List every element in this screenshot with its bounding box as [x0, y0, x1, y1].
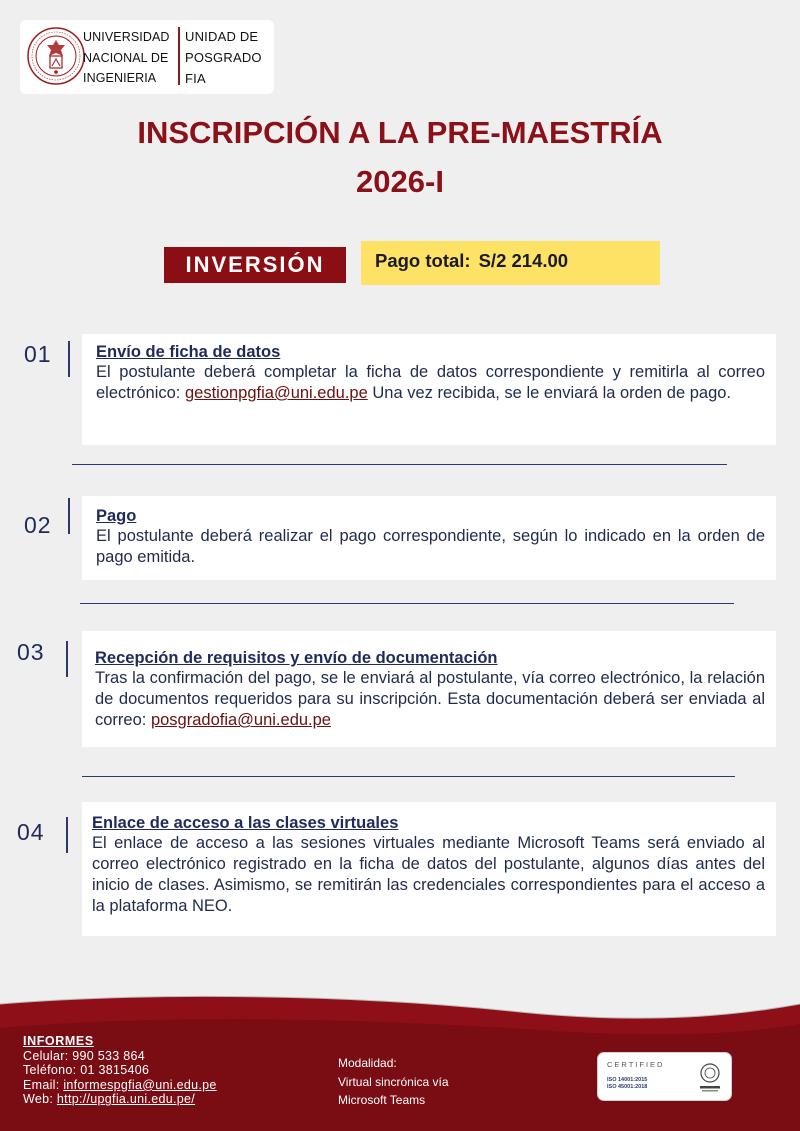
unit-name: UNIDAD DE POSGRADO FIA [185, 29, 262, 86]
logo-box [20, 20, 274, 94]
university-name: UNIVERSIDAD NACIONAL DE INGENIERIA [83, 30, 170, 85]
section-divider [72, 464, 727, 465]
step-divider-bar [68, 341, 70, 377]
step-body-03: Tras la confirmación del pago, se le enviará al postulante, vía correo electrónico, la relación de documentos requeridos para su inscripción. Esta documentación deberá ser enviada al correo: posgradofia@uni.edu.pe [95, 669, 765, 729]
cert-label: CERTIFIED [607, 1060, 665, 1069]
university-seal-icon [23, 23, 89, 89]
logo-divider [178, 27, 180, 85]
step-card-02 [82, 496, 776, 580]
step-title-01: Envío de ficha de datos [96, 343, 281, 361]
step-card-04 [82, 802, 776, 936]
footer-email-row: Email: informespgfia@uni.edu.pe [23, 1077, 217, 1092]
step-title-02: Pago [96, 507, 137, 525]
payment-total-box [361, 241, 660, 285]
investment-label: INVERSIÓN [164, 247, 346, 283]
footer-telephone: Teléfono: 01 3815406 [23, 1063, 150, 1078]
iso-list: ISO 14001:2015 ISO 45001:2018 [607, 1077, 648, 1090]
payment-amount: S/2 214.00 [478, 250, 569, 271]
step-number-02: 02 [24, 512, 52, 538]
step-body-02: El postulante deberá realizar el pago correspondiente, según lo indicado en la orden de pago emitida. [96, 527, 765, 566]
step-divider-bar [66, 817, 68, 853]
bureau-veritas-logo-icon [698, 1062, 722, 1094]
email-link-gestion[interactable]: gestionpgfia@uni.edu.pe [184, 384, 368, 402]
footer-heading: INFORMES [23, 1034, 94, 1048]
footer-phone: Celular: 990 533 864 [23, 1048, 146, 1063]
step-card-03 [82, 631, 776, 747]
section-divider [80, 603, 734, 604]
step-number-03: 03 [17, 639, 45, 665]
footer-web-link[interactable]: http://upgfia.uni.edu.pe/ [56, 1092, 196, 1107]
step-title-03: Recepción de requisitos y envío de documentación [95, 649, 498, 667]
section-divider [82, 776, 735, 777]
step-number-01: 01 [24, 341, 52, 367]
footer-web-row: Web: http://upgfia.uni.edu.pe/ [23, 1092, 196, 1107]
email-link-posgrado[interactable]: posgradofia@uni.edu.pe [150, 711, 331, 729]
payment-label: Pago total: [375, 250, 471, 271]
step-divider-bar [68, 498, 70, 534]
step-divider-bar [66, 641, 68, 677]
footer-modality: Modalidad: Virtual sincrónica vía Microsoft Teams [338, 1056, 449, 1108]
step-body-01: El postulante deberá completar la ficha de datos correspondiente y remitirla al correo electrónico: gestionpgfia@uni.edu.pe Una vez recibida, se le enviará la orden de pago. [96, 363, 765, 402]
footer-email-link[interactable]: informespgfia@uni.edu.pe [63, 1077, 217, 1092]
step-title-04: Enlace de acceso a las clases virtuales [92, 814, 399, 832]
footer-contact [23, 1034, 217, 1107]
page-subtitle-term: 2026-I [356, 164, 444, 199]
certification-badge [597, 1052, 732, 1101]
step-number-04: 04 [17, 819, 45, 845]
step-body-04: El enlace de acceso a las sesiones virtuales mediante Microsoft Teams será enviado al correo electrónico registrado en la ficha de datos del postulante, algunos días antes del inicio de clases. Asimismo, se remitirán las credenciales correspondientes para el acceso a la plataforma NEO. [92, 834, 765, 915]
page-title: INSCRIPCIÓN A LA PRE-MAESTRÍA [137, 115, 663, 150]
step-card-01 [82, 334, 776, 445]
